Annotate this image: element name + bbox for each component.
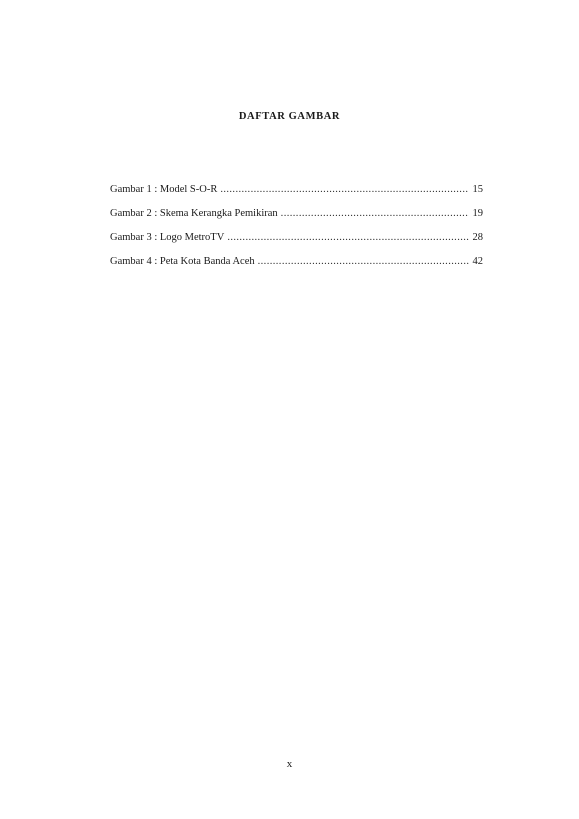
toc-entry-1 [110,184,483,208]
toc-entry-label: Gambar 3 : Logo MetroTV [110,232,225,243]
toc-entry-label: Gambar 2 : Skema Kerangka Pemikiran [110,208,278,219]
dot-leader [258,256,469,267]
toc-entry-2 [110,208,483,232]
toc-entry-label: Gambar 1 : Model S-O-R [110,184,218,195]
dot-leader [227,232,468,243]
list-of-figures [110,184,483,280]
dot-leader [220,184,468,195]
dot-leader [281,208,469,219]
toc-entry-4 [110,256,483,280]
toc-entry-label: Gambar 4 : Peta Kota Banda Aceh [110,256,255,267]
page-title: DAFTAR GAMBAR [238,111,341,122]
toc-entry-page: 15 [472,184,483,195]
toc-entry-3 [110,232,483,256]
toc-entry-page: 19 [472,208,483,219]
page-number: x [286,758,293,770]
toc-entry-page: 42 [472,256,483,267]
toc-entry-page: 28 [472,232,483,243]
